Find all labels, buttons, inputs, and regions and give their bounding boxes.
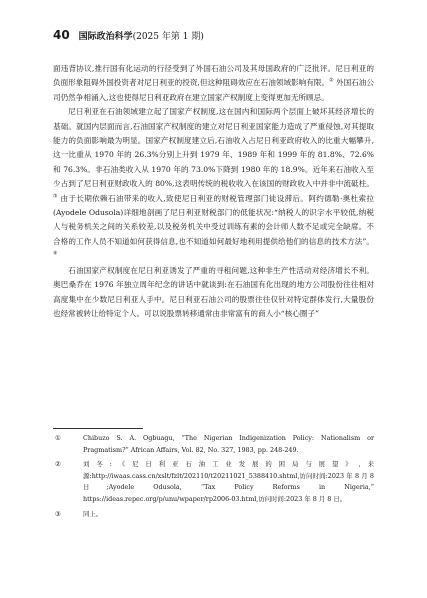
footnote-ref[interactable]: ④ bbox=[53, 250, 58, 257]
text-run: 由于长期依赖石油带来的收入,致使尼日利亚的财税管理部门徒设滞后。阿约德勒·奥杜索拉(Ayodele Odusola)详细地剖画了尼日利亚财税部门的低能状况:“纳税人的识字水平较低,纳税人与税务机关之间的关系较差,以及税务机关中受过训练有素的会计师人数不足或完全缺席。不合格的工作人员不知道如何获得信息,也不知道如何最好地利用提供给他们的信息的技术方法”。 bbox=[53, 193, 374, 246]
footnote-text: 同上。 bbox=[83, 509, 103, 518]
footnote-ref[interactable]: ② bbox=[329, 77, 334, 84]
footnote-divider bbox=[53, 428, 143, 429]
footnote-text: 刘冬:《尼日利亚石油工业发展的困局与展望》,来源:http://iwaas.cass.cn/xslt/fzlt/202110/t20211021_5388410.shtml,访问时间:2023 年 8 月 8 日;Ayodele Odusola, “Tax Policy Reforms in Nigeria,” https://ideas.repec.org/p/unu/wpaper/rp2006-03.html,访问时间:2023 年 8 月 8 日。 bbox=[83, 460, 374, 503]
footnote-mark: ② bbox=[55, 460, 61, 469]
running-header bbox=[53, 29, 374, 43]
paragraph bbox=[53, 264, 374, 322]
text-run: 尼日利亚在石油领域建立起了国家产权制度,这在国内和国际两个层面上破坏其经济增长的基础。就国内层面而言,石油国家产权制度的建立对尼日利亚国家能力造成了严重侵蚀,对其提取能力的负面影响最为明显。国家产权制度建立后,石油收入占尼日利亚政府收入的比重大幅攀升,这一比重从 1970 年的 26.3%分别上升到 1979 年、1989 年和 1999 年的 81.8%、72.6%和 76.3%。非石油类收入从 1970 年的 73.0%下降到 1980 年的 18.9%。近年来石油收入至少占到了尼日利亚财政收入的 80%,这表明传统的税收收入在该国的财政收入中并非中流砥柱。 bbox=[53, 107, 374, 189]
paragraph bbox=[53, 105, 374, 263]
footnote-mark: ③ bbox=[55, 509, 61, 518]
text-run: 面违背协议,推行国有化运动的行径受到了外国石油公司及其母国政府的广泛批评。尼日利亚的负面形象阻碍外国投资者对尼日利亚的投资,但这种阻碍效应在石油领域影响有限。 bbox=[53, 64, 374, 88]
footnote-mark: ① bbox=[55, 434, 61, 442]
footnote bbox=[53, 433, 374, 456]
footnote-text: Chibuzo S. A. Ogbuagu, “The Nigerian Indigenization Policy: Nationalism or Pragmatism?” African Affairs, Vol. 82, No. 327, 1983, pp. 248-249. bbox=[83, 434, 374, 454]
text-run: 石油国家产权制度在尼日利亚诱发了严重的寻租问题,这种非生产性活动对经济增长不利。奥巴桑乔在 1976 年独立周年纪念的讲话中就谈到:在石油国有化出现的地方公司股份往往相对高度集中在少数尼日利亚人手中。尼日利亚石油公司的股票往往仅针对特定群体发行,大量股份也经常被转让给特定个人。可以说股票转移通常由非常富有的商人小“核心圈子” bbox=[53, 265, 374, 318]
text-run: 外国石油公司仍然争相涌入,这也使得尼日利亚政府在建立国家产权制度上变得更加无所顾忌。 bbox=[53, 78, 374, 102]
journal-issue: (2025 年第 1 期) bbox=[132, 32, 204, 42]
footnote bbox=[53, 459, 374, 505]
footnote-ref[interactable]: ③ bbox=[53, 193, 58, 200]
body-text bbox=[53, 62, 374, 321]
page-number: 40 bbox=[53, 28, 70, 42]
footnotes bbox=[53, 433, 374, 523]
footnote bbox=[53, 509, 374, 521]
paragraph bbox=[53, 62, 374, 105]
journal-title: 国际政治科学 bbox=[78, 32, 133, 42]
